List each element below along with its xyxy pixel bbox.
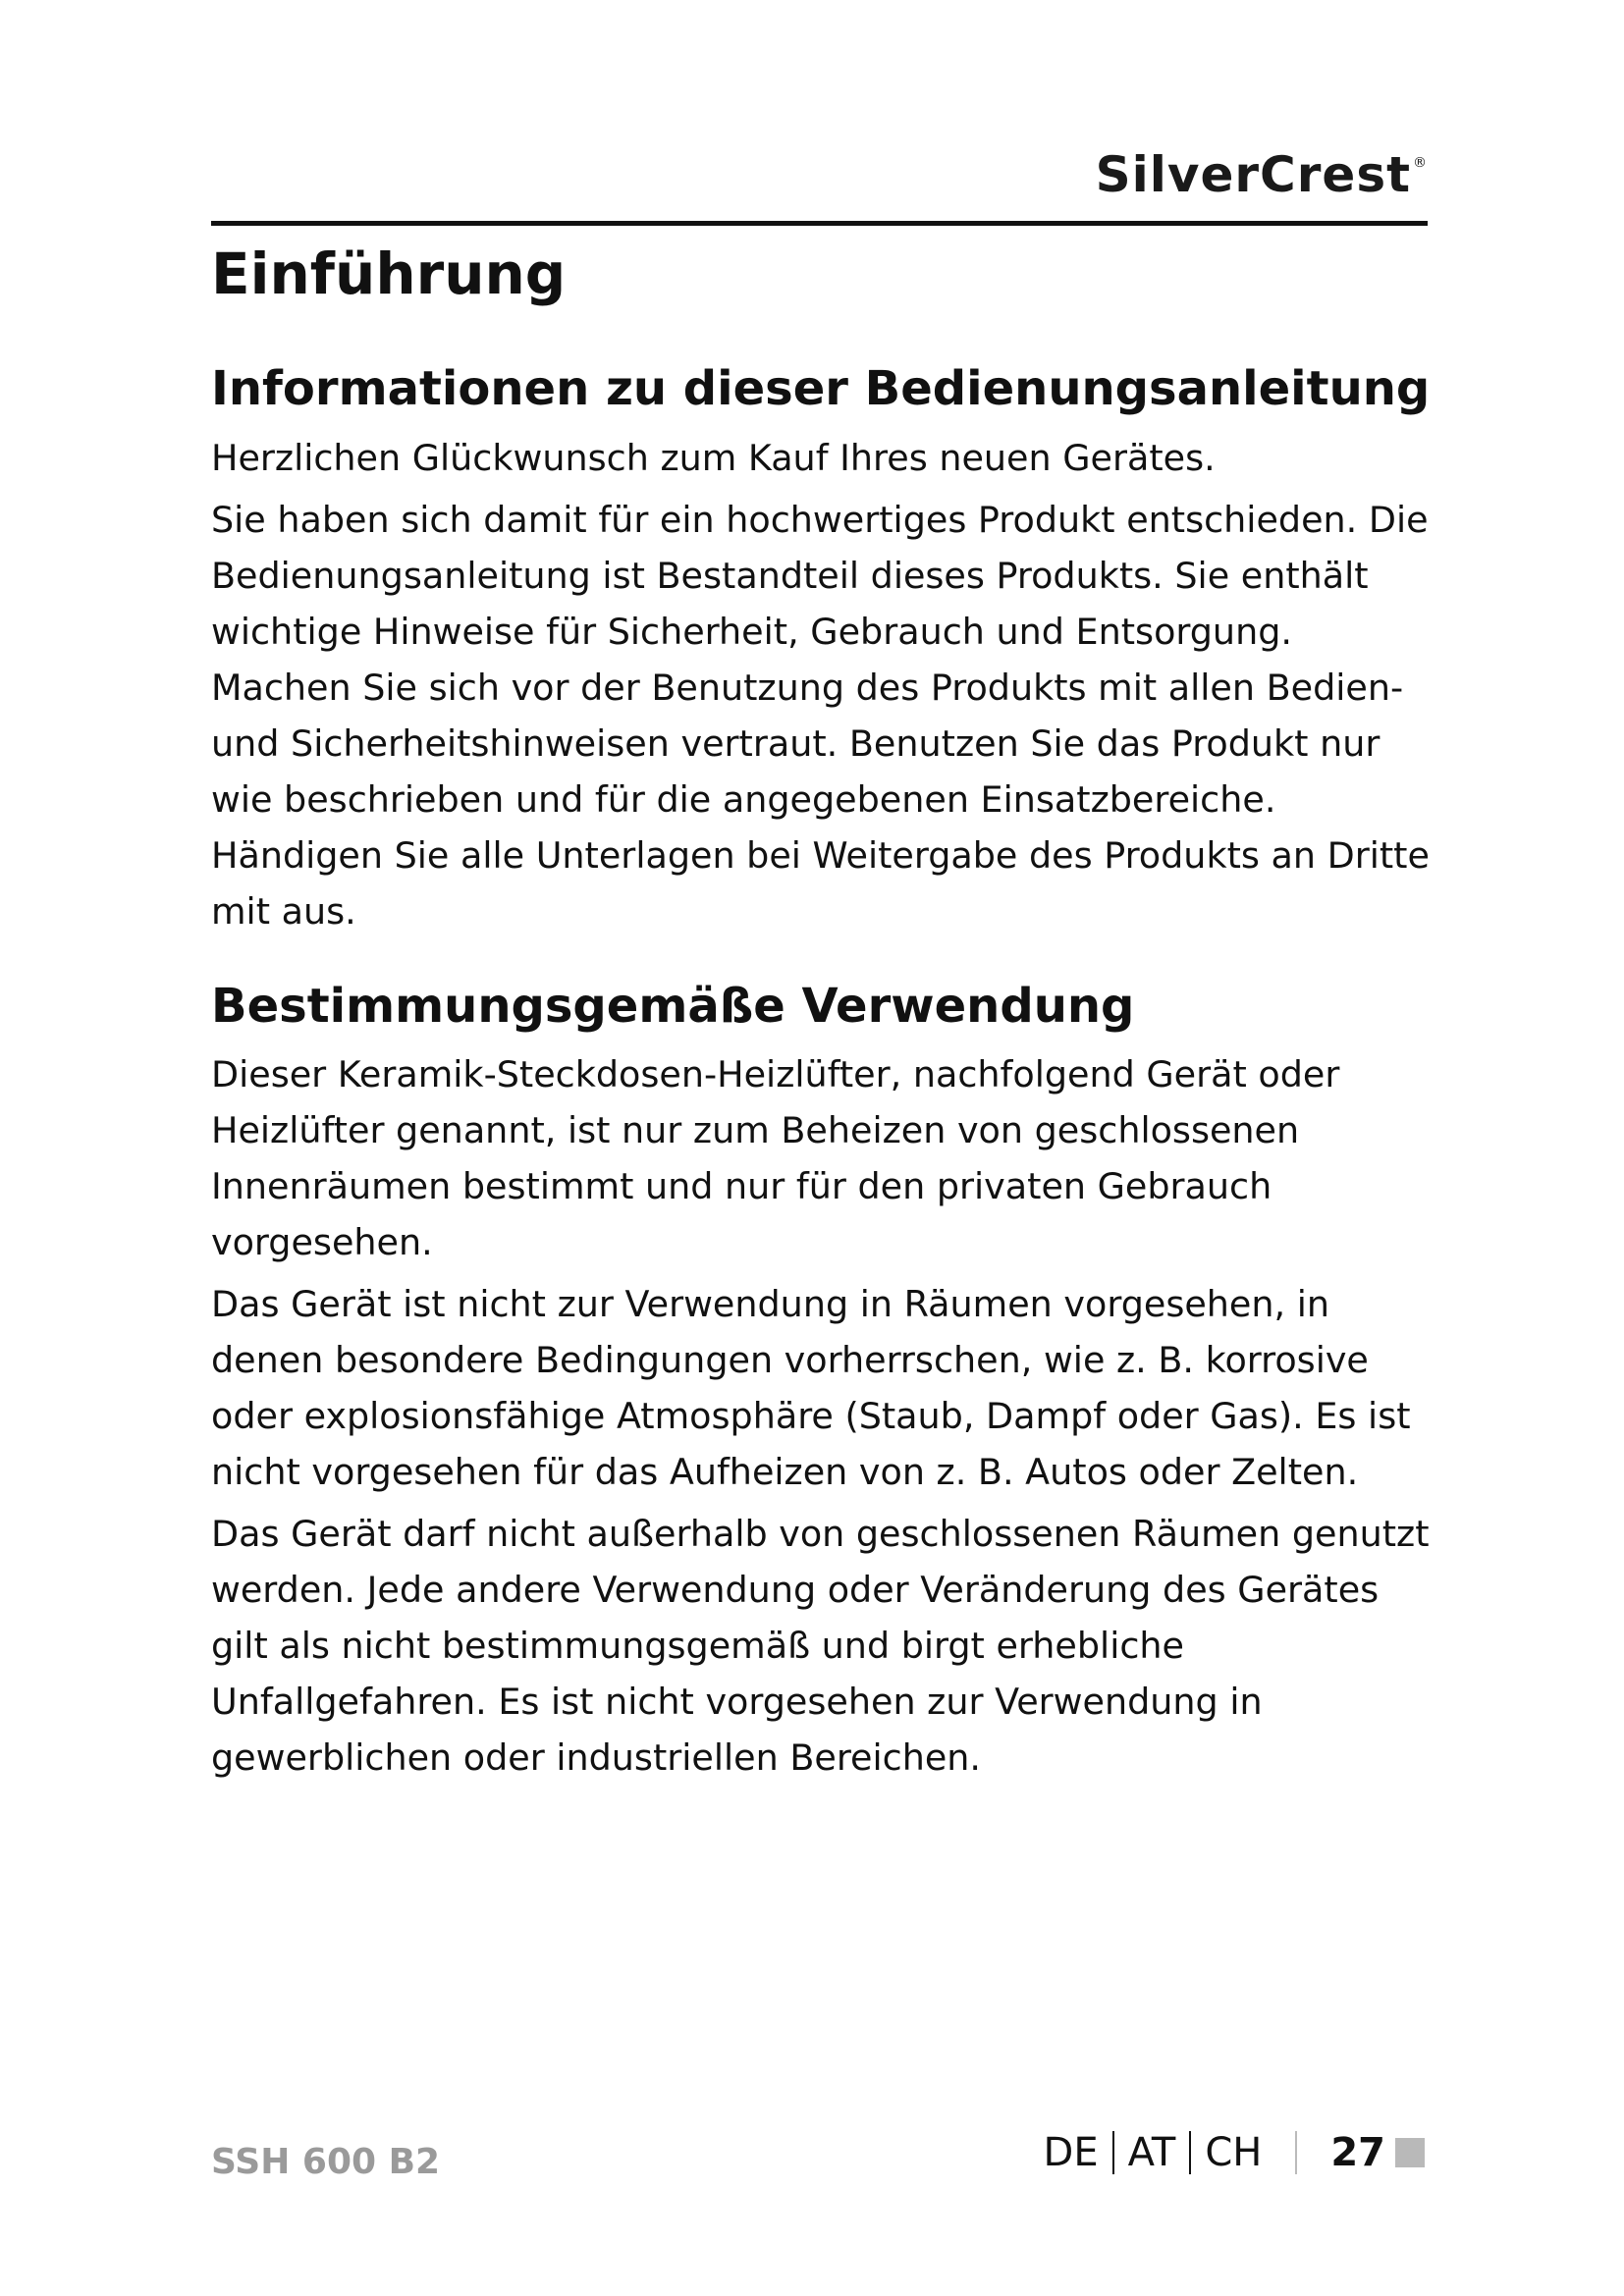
footer-model: SSH 600 B2 <box>211 2142 441 2182</box>
divider <box>1112 2131 1114 2174</box>
paragraph: Das Gerät ist nicht zur Verwendung in Räumen vorgesehen, in denen besondere Bedingungen vorherrschen, wie z. B. korrosive oder explosionsfähige Atmosphäre (Staub, Dampf oder Gas). Es ist nicht vorgesehen für das Aufheizen von z. B. Autos oder Zelten. <box>211 1283 1411 1494</box>
section-heading: Bestimmungsgemäße Verwendung <box>211 978 1135 1034</box>
footer-page-info <box>1044 2130 1425 2175</box>
divider <box>1295 2131 1297 2174</box>
paragraph: Das Gerät darf nicht außerhalb von geschlossenen Räumen genutzt werden. Jede andere Verwendung oder Veränderung des Gerätes gilt als nicht bestimmungsgemäß und birgt erhebliche Unfallgefahren. Es ist nicht vorgesehen zur Verwendung in gewerblichen oder industriellen Bereichen. <box>211 1513 1430 1780</box>
brand-name: SilverCrest <box>1095 146 1411 203</box>
country-code-at: AT <box>1127 2130 1176 2175</box>
main-content <box>211 361 1434 1791</box>
paragraph: Dieser Keramik-Steckdosen-Heizlüfter, nachfolgend Gerät oder Heizlüfter genannt, ist nur zum Beheizen von geschlossenen Innenräumen bestimmt und nur für den privaten Gebrauch vorgesehen. <box>211 1053 1340 1264</box>
section-heading: Informationen zu dieser Bedienungsanleitung <box>211 361 1431 416</box>
registered-mark: ® <box>1413 155 1428 171</box>
brand-logo <box>1095 146 1428 203</box>
paragraph: Herzlichen Glückwunsch zum Kauf Ihres neuen Gerätes. <box>211 436 1216 479</box>
page-title: Einführung <box>211 240 567 307</box>
paragraph: Sie haben sich damit für ein hochwertiges Produkt entschieden. Die Bedienungsanleitung ist Bestandteil dieses Produkts. Sie enthält wichtige Hinweise für Sicherheit, Gebrauch und Entsorgung. Machen Sie sich vor der Benutzung des Produkts mit allen Bedien- und Sicherheitshinweisen vertraut. Benutzen Sie das Produkt nur wie beschrieben und für die angegebenen Einsatzbereiche. Händigen Sie alle Unterlagen bei Weitergabe des Produkts an Dritte mit aus. <box>211 498 1430 933</box>
country-code-de: DE <box>1043 2130 1099 2175</box>
page-number: 27 <box>1330 2130 1385 2175</box>
header-rule <box>211 221 1428 226</box>
divider <box>1189 2131 1191 2174</box>
section-intended-use <box>211 979 1434 1787</box>
country-code-ch: CH <box>1205 2130 1263 2175</box>
section-manual-info <box>211 361 1434 939</box>
page-marker-square <box>1395 2138 1425 2167</box>
